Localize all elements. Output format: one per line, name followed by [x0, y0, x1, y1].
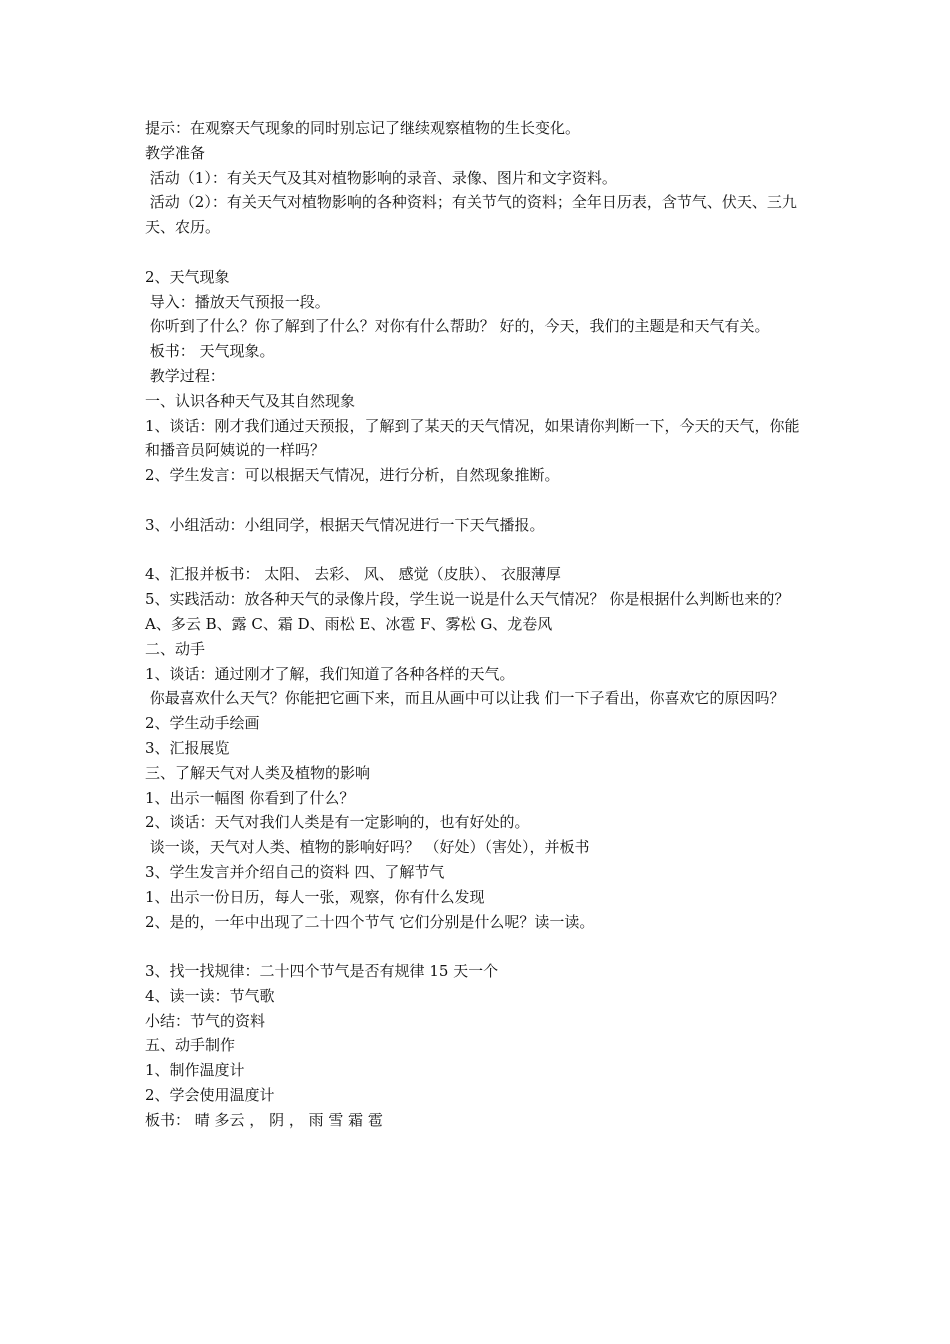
text-line: 教学过程：: [145, 366, 225, 385]
section-heading-part-2: 二、动手: [145, 639, 206, 658]
section-heading-part-3: 三、了解天气对人类及植物的影响: [145, 763, 371, 782]
section-heading-part-5: 五、动手制作: [145, 1036, 236, 1055]
section-heading-weather: 2、天气现象: [145, 267, 230, 286]
text-line: 活动（2）：有关天气对植物影响的各种资料；有关节气的资料；全年日历表，含节气、伏天、三九天、农历。: [145, 193, 797, 237]
blank-line: [145, 934, 813, 959]
text-line: 3、汇报展览: [145, 738, 230, 757]
text-line: 1、出示一份日历，每人一张，观察，你有什么发现: [145, 887, 485, 906]
text-line: A、多云 B、露 C、霜 D、雨松 E、冰雹 F、雾松 G、龙卷风: [145, 614, 553, 633]
document-body: [145, 116, 813, 1133]
text-line: 4、汇报并板书： 太阳、 去彩、 风、 感觉（皮肤）、 衣服薄厚: [145, 565, 561, 584]
text-line: 导入：播放天气预报一段。: [145, 292, 330, 311]
text-line: 2、学生动手绘画: [145, 714, 260, 733]
text-line: 4、读一读：节气歌: [145, 986, 275, 1005]
section-heading-part-1: 一、认识各种天气及其自然现象: [145, 391, 356, 410]
text-line: 2、学会使用温度计: [145, 1086, 275, 1105]
text-line: 3、小组活动：小组同学，根据天气情况进行一下天气播报。: [145, 515, 545, 534]
section-heading-preparation: 教学准备: [145, 143, 206, 162]
text-line: 2、谈话：天气对我们人类是有一定影响的，也有好处的。: [145, 813, 530, 832]
text-line: 1、谈话：通过刚才了解，我们知道了各种各样的天气。: [145, 664, 515, 683]
text-line: 1、出示一幅图 你看到了什么？: [145, 788, 355, 807]
text-line: 1、制作温度计: [145, 1061, 245, 1080]
text-line: 板书： 天气现象。: [145, 342, 275, 361]
text-line: 板书： 晴 多云 ， 阴 ， 雨 雪 霜 雹: [145, 1110, 383, 1129]
text-line: 2、是的，一年中出现了二十四个节气 它们分别是什么呢？读一读。: [145, 912, 595, 931]
text-line: 谈一谈，天气对人类、植物的影响好吗？ （好处）（害处），并板书: [145, 838, 590, 857]
hint-line: 提示：在观察天气现象的同时别忘记了继续观察植物的生长变化。: [145, 119, 581, 137]
blank-line: [145, 538, 813, 563]
text-line: 2、学生发言：可以根据天气情况，进行分析，自然现象推断。: [145, 466, 560, 485]
text-line: 活动（1）：有关天气及其对植物影响的录音、录像、图片和文字资料。: [145, 168, 617, 187]
text-line: 1、谈话：刚才我们通过天预报，了解到了某天的天气情况，如果请你判断一下，今天的天气，你能和播音员阿姨说的一样吗？: [145, 416, 800, 460]
blank-line: [145, 240, 813, 265]
text-line: 3、找一找规律：二十四个节气是否有规律 15 天一个: [145, 962, 499, 981]
text-line: 3、学生发言并介绍自己的资料 四、了解节气: [145, 862, 445, 881]
text-line: 5、实践活动：放各种天气的录像片段，学生说一说是什么天气情况？ 你是根据什么判断也来的？: [145, 590, 790, 609]
blank-line: [145, 488, 813, 513]
text-line: 你听到了什么？你了解到了什么？对你有什么帮助？ 好的，今天，我们的主题是和天气有关。: [145, 317, 770, 336]
text-line: 小结：节气的资料: [145, 1011, 266, 1030]
text-line: 你最喜欢什么天气？你能把它画下来，而且从画中可以让我 们一下子看出，你喜欢它的原因吗？: [145, 689, 785, 708]
